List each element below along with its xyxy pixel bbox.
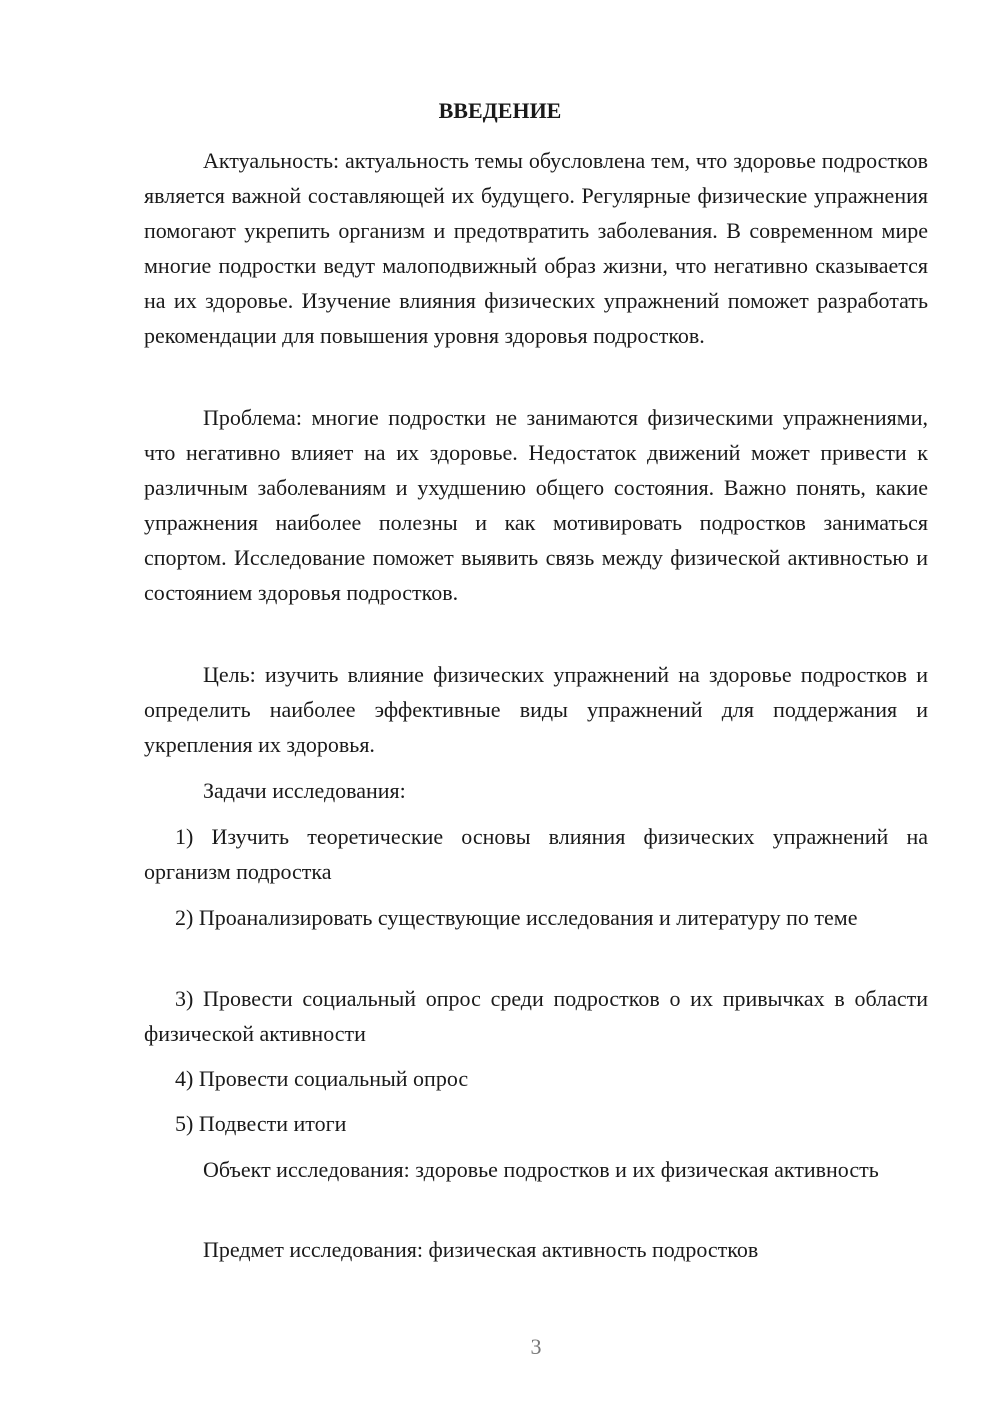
task-item-1: 1) Изучить теоретические основы влияния физических упражнений на организм подростка [144,824,928,884]
paragraph-relevance: Актуальность: актуальность темы обусловлена тем, что здоровье подростков является важной составляющей их будущего. Регулярные физические упражнения помогают укрепить организм и предотвратить заболевания. В современном мире многие подростки ведут малоподвижный образ жизни, что негативно сказывается на их здоровье. Изучение влияния физических упражнений поможет разработать рекомендации для повышения уровня здоровья подростков. [144,148,928,348]
task-item-4: 4) Провести социальный опрос [175,1066,469,1091]
page-title: ВВЕДЕНИЕ [438,98,562,123]
task-item-2: 2) Проанализировать существующие исследования и литературу по теме [175,905,858,930]
paragraph-problem: Проблема: многие подростки не занимаются физическими упражнениями, что негативно влияет на их здоровье. Недостаток движений может привести к различным заболеваниям и ухудшению общего состояния. Важно понять, какие упражнения наиболее полезны и как мотивировать подростков заниматься спортом. Исследование поможет выявить связь между физической активностью и состоянием здоровья подростков. [144,405,928,605]
tasks-heading: Задачи исследования: [203,778,406,803]
research-subject: Предмет исследования: физическая активность подростков [203,1237,759,1262]
task-item-3: 3) Провести социальный опрос среди подростков о их привычках в области физической активности [144,986,928,1046]
paragraph-goal: Цель: изучить влияние физических упражнений на здоровье подростков и определить наиболее эффективные виды упражнений для поддержания и укрепления их здоровья. [144,662,928,757]
page-number: 3 [530,1334,542,1359]
task-item-5: 5) Подвести итоги [175,1111,347,1136]
research-object: Объект исследования: здоровье подростков и их физическая активность [203,1157,879,1182]
